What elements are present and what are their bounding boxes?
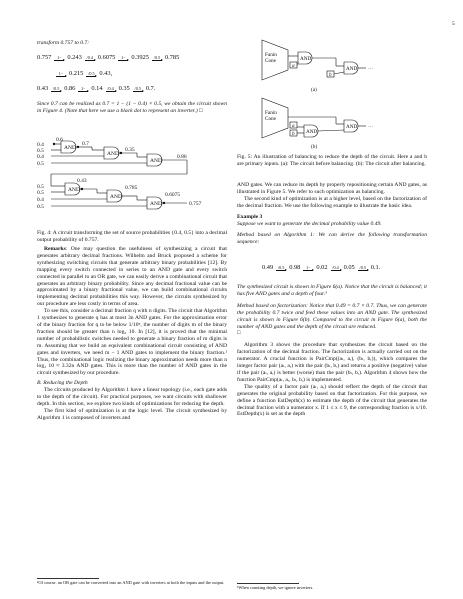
page-number: 5 — [452, 21, 455, 27]
input-label: 0.4 — [37, 197, 44, 203]
value-label: 0.757 — [189, 201, 202, 207]
arrow-op: /0.5 — [52, 86, 60, 91]
value-label: 0.6 — [56, 137, 63, 143]
value-label: 0.7 — [82, 141, 89, 147]
example-body: Suppose we want to generate the decimal probability value 0.49. — [237, 220, 382, 227]
eq-val: 0.785 — [164, 54, 180, 61]
value-label: 0.6075 — [165, 192, 181, 198]
paragraph: The first kind of optimization is at the logic level. The circuit synthesized by Algorithm 1 is composed of inverters and — [37, 407, 227, 421]
gate-label: AND — [150, 158, 162, 164]
footnote-2: ²Of course, an OR gate can be converted into an AND gate with inverters at both the inputs and the output. — [37, 580, 225, 585]
qed-box: □ — [237, 330, 241, 337]
value-label: 0.35 — [125, 147, 135, 153]
inverter-dot — [163, 202, 165, 204]
gate-label: AND — [110, 194, 122, 200]
gate-label: AND — [346, 124, 358, 130]
gate-label: AND — [300, 56, 312, 62]
inverter-dot — [120, 152, 122, 154]
right-body-bottom — [237, 284, 427, 418]
eq-val: 0.02 — [316, 264, 328, 271]
inverter-dot — [81, 188, 83, 190]
eq-val: 0.215 — [69, 70, 84, 77]
gate-label: AND — [68, 187, 80, 193]
remarks-head: Remarks — [44, 246, 66, 252]
eq-val: 0.757 — [37, 54, 52, 61]
footnote-rule — [237, 583, 299, 584]
figure-4-circuit — [37, 133, 227, 225]
equation-line-1 — [37, 54, 179, 61]
eq-val: 0.1. — [370, 264, 381, 271]
footnote-3: ³When counting depth, we ignore inverters. — [237, 585, 314, 590]
paragraph: AND gates. We can reduce its depth by properly repositioning certain AND gates, as illustrated in Figure 5. We refer to such optimization as balancing. — [237, 182, 427, 195]
eq-val: 0.05 — [343, 264, 355, 271]
arrow-op: /0.5 — [277, 265, 285, 270]
inverter-dot — [77, 146, 79, 148]
input-b-label: b — [292, 131, 295, 137]
inverter-dot — [53, 143, 55, 145]
figure-4-caption: Fig. 4: A circuit transforming the set of source probabilities {0.4, 0.5} into a decimal output probability of 0.757. — [37, 230, 227, 243]
gate-label: AND — [150, 201, 162, 207]
eq-val: 0.14 — [91, 85, 103, 92]
input-a-label: a — [292, 63, 295, 69]
eq-val: 0.243 — [67, 54, 82, 61]
cone-label: Cone — [265, 58, 276, 64]
subfigure-label-a: (a) — [311, 87, 317, 93]
paragraph: To see this, consider a decimal fraction q with n digits. The circuit that Algorithm 1 synthesizes to generate q has at most 3n AND gates. For the approximation error of the binary fraction for q to be below 1/10ⁿ, the number of digits m of the binary fraction should be greater than n log₂ 10. In [12], it is proved that the minimal number of probabilistic switches needed to generate a binary fraction of m digits is m. Assuming that we build an equivalent combinational circuit consisting of AND gates and inverters, we need m − 1 AND gates to implement the binary fraction.² Thus, the combinational logic realizing the binary approximation needs more than n log₂ 10 ≈ 3.32n AND gates. This is more than the number of AND gates in the circuit synthesized by our procedure. — [37, 308, 227, 377]
eq-val: 0.43, — [99, 70, 113, 77]
paragraph: The second kind of optimization is at a higher level, based on the factorization of the decimal fraction. We use the following example to illustrate the basic idea. — [237, 195, 427, 209]
eq-val: 0.6075 — [97, 54, 116, 61]
gate-label: AND — [346, 66, 358, 72]
value-label: 0.86 — [177, 154, 187, 160]
eq-val: 0.35 — [118, 85, 130, 92]
input-label: 0.4 — [37, 142, 44, 148]
arrow-op: /0.5 — [88, 71, 95, 76]
method-1: Method based on Algorithm 1: We can derive the following transformation sequence: — [237, 232, 427, 246]
arrow-op: 1− — [118, 56, 128, 61]
gate-label: AND — [64, 145, 76, 151]
equation-line-3 — [37, 85, 155, 92]
section-heading: B. Reducing the Depth — [37, 380, 88, 387]
value-label: 0.43 — [77, 178, 87, 184]
arrow-op: 1− — [56, 72, 66, 77]
input-label: 0.5 — [37, 184, 44, 190]
input-label: 0.5 — [37, 161, 44, 167]
eq-val: 0.98 — [289, 264, 301, 271]
input-label: 0.5 — [37, 204, 44, 210]
method-1-result: The synthesized circuit is shown in Figure 6(a). Notice that the circuit is balanced; it has five AND gates and a depth of four.³ — [237, 284, 427, 297]
cone-label: Fanin — [265, 110, 277, 116]
figure-5-caption: Fig. 5: An illustration of balancing to reduce the depth of the circuit. Here a and b are primary inputs. (a): The circuit before balancing. (b): The circuit after balancing. — [237, 154, 427, 167]
eq-val: 0.3925 — [131, 54, 149, 61]
eq-val: 0.49 — [262, 264, 274, 271]
input-b-label: b — [329, 72, 332, 78]
eq-val: 0.86 — [64, 85, 76, 92]
gate-label: AND — [306, 129, 318, 135]
transform-intro: transform 0.757 to 0.7: — [37, 40, 90, 46]
arrow-op: /0.4 — [86, 55, 93, 60]
ellipsis: ⋯ — [368, 66, 374, 72]
arrow-op: 1− — [303, 266, 313, 271]
arrow-op: /0.5 — [153, 55, 161, 60]
cone-label: Fanin — [265, 52, 277, 58]
footnote-rule — [37, 578, 99, 579]
input-label: 0.5 — [37, 148, 44, 154]
arrow-op: /0.5 — [359, 265, 366, 270]
value-label: 0.785 — [125, 185, 138, 191]
example-heading: Example 3 — [237, 213, 263, 220]
gate-label: AND — [107, 151, 119, 157]
arrow-op: /0.4 — [332, 265, 339, 270]
method-2: Method based on factorization: Notice that 0.49 = 0.7 × 0.7. Thus, we can generate the probability 0.7 twice and feed these values into an AND gate. The synthesized circuit is shown in Figure 6(b). Compared to the circuit in Figure 6(a), both the number of AND gates and the depth of the circuit are reduced. — [237, 302, 427, 330]
eq-val: 0.7. — [145, 85, 156, 92]
right-body-top — [237, 182, 427, 246]
equation-line-2 — [56, 70, 112, 77]
input-label: 0.4 — [37, 154, 44, 160]
input-a-label: a — [292, 123, 295, 129]
arrow-op: 1− — [78, 87, 88, 92]
arrow-op: /0.5 — [134, 86, 141, 91]
cone-label: Cone — [265, 116, 276, 122]
figure-5-balancing — [236, 38, 426, 150]
paragraph: The quality of a factor pair (aₗ, aᵣ) should reflect the depth of the circuit that generates the original probability based on that factorization. For this purpose, we define a function EstDepth(x) to estimate the depth of the circuit that generates the decimal fraction with a numerator x. If 1 ≤ x ≤ 9, the corresponding fraction is x/10. EstDepth(x) is set as the depth — [237, 383, 427, 418]
input-label: 0.5 — [37, 190, 44, 196]
eq-val: 0.43 — [37, 85, 49, 92]
arrow-op: 1− — [54, 56, 64, 61]
remarks-text: : One may question the usefulness of synthesizing a circuit that generates arbitrary decimal fractions. Wilhelm and Bruck proposed a scheme for synthesizing switching circuits that generate arbitrary binary probabilities [12]. By mapping every switch connected in series to an AND gate and every switch connected in parallel to an OR gate, we can easily derive a combinational circuit that generates an arbitrary binary probability. Since any decimal fractional value can be approximated by a binary fractional value, we can build combinational circuits implementing decimal probabilities this way. However, the circuits synthesized by our procedure are less costly in terms of area. — [37, 246, 227, 308]
ellipsis: ⋯ — [368, 124, 374, 130]
example-equation — [262, 264, 380, 271]
arrow-op: /0.4 — [107, 86, 114, 91]
left-body — [37, 246, 227, 422]
subfigure-label-b: (b) — [311, 144, 318, 150]
paragraph: The circuits produced by Algorithm 1 have a linear topology (i.e., each gate adds to the depth of the circuit). For practical purposes, we want circuits with shallower depth. In this section, we explore two kinds of optimizations for reducing the depth. — [37, 387, 227, 407]
paragraph: Algorithm 3 shows the procedure that synthesizes the circuit based on the factorization of the decimal fraction. The factorization is actually carried out on the numerator. A crucial function is PairCmp((aₗ, aᵣ), (bₗ, bᵣ)), which compares the integer factor pair (aₗ, aᵣ) with the pair (bₗ, bᵣ) and returns a positive (negative) value if the pair (aₗ, aᵣ) is better (worse) than the pair (bₗ, bᵣ). Algorithm 4 shows how the function PairCmp(aₗ, aᵣ, bₗ, bᵣ) is implemented. — [237, 342, 427, 383]
since-paragraph: Since 0.7 can be realized as 0.7 = 1 − (1 − 0.4) × 0.5, we obtain the circuit shown in Figure 4. (Note that here we use a black dot to represent an inverter.) □ — [37, 101, 227, 114]
left-column — [37, 40, 227, 47]
